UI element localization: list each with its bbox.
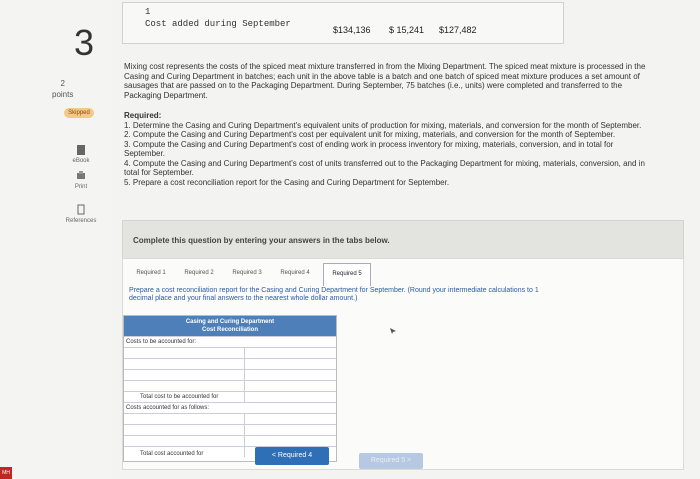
points-display (52, 78, 73, 100)
row-label: Costs to be accounted for: (126, 339, 197, 345)
tab-required-2[interactable]: Required 2 (184, 270, 214, 276)
cursor-icon (389, 327, 397, 335)
points-value: 2 (60, 79, 65, 88)
cost-table (122, 2, 564, 44)
tab-instruction: Prepare a cost reconciliation report for the Casing and Curing Department for September. (Round your intermediate calculations to 1 decimal place and your final answers to the nearest whole dollar amount.) (129, 287, 539, 302)
table-row (124, 413, 336, 424)
print-button[interactable] (64, 170, 98, 190)
row-label: Total cost accounted for (140, 451, 204, 457)
references-label: References (65, 218, 97, 224)
tab-required-4[interactable]: Required 4 (280, 270, 310, 276)
required-heading: Required: (124, 111, 162, 120)
required-item: 3. Compute the Casing and Curing Department's cost of ending work in process inventory for mixing, materials, conversion, and in total for September. (124, 139, 614, 158)
table-row (124, 336, 336, 347)
references-icon (76, 204, 86, 216)
print-label: Print (74, 184, 88, 190)
table-row (124, 424, 336, 435)
next-tab-button[interactable]: Required 5 > (359, 453, 423, 469)
reconciliation-table (123, 315, 337, 462)
table-row-label: Cost added during September (145, 19, 291, 29)
amount-input[interactable] (244, 436, 335, 446)
ebook-button[interactable] (64, 144, 98, 164)
table-cell-materials: $ 15,241 (389, 25, 425, 35)
problem-narrative: Mixing cost represents the costs of the spiced meat mixture transferred in from the Mixing Department. The spiced meat mixture is processed in the Casing and Curing Department in batches; each unit in the above table is a batch and one batch of spiced meat mixture produces a set amount of sausages that are passed on to the Packaging Department. During September, 75 batches (i.e., units) were completed and transferred to the Packaging Department. (124, 62, 646, 100)
amount-input[interactable] (244, 348, 335, 358)
amount-input[interactable] (244, 359, 335, 369)
table-row (124, 358, 336, 369)
brand-logo: MH (0, 467, 12, 479)
report-header (124, 316, 336, 336)
report-title-dept: Casing and Curing Department (185, 319, 275, 325)
table-row (124, 435, 336, 446)
required-section (124, 111, 652, 187)
table-step: 1 (145, 7, 151, 17)
tab-required-1[interactable]: Required 1 (136, 270, 166, 276)
table-row (124, 369, 336, 380)
tab-required-5[interactable]: Required 5 (323, 263, 371, 286)
amount-input[interactable] (244, 392, 335, 402)
table-row (124, 380, 336, 391)
amount-input[interactable] (244, 381, 335, 391)
points-label: points (52, 90, 74, 99)
required-item: 5. Prepare a cost reconciliation report for the Casing and Curing Department for September. (124, 177, 450, 187)
question-number: 3 (74, 22, 95, 63)
required-item: 4. Compute the Casing and Curing Department's cost of units transferred out to the Packaging Department for mixing, materials, conversion, and in total for September. (124, 158, 645, 177)
references-button[interactable] (64, 204, 98, 224)
row-label: Total cost to be accounted for (140, 394, 219, 400)
report-title-reconciliation: Cost Reconciliation (201, 327, 258, 333)
table-cell-conversion: $127,482 (439, 25, 477, 35)
book-icon (76, 144, 86, 156)
table-row (124, 391, 336, 402)
table-row (124, 347, 336, 358)
row-label: Costs accounted for as follows: (126, 405, 210, 411)
amount-input[interactable] (244, 370, 335, 380)
answer-card (122, 258, 684, 470)
amount-input[interactable] (244, 425, 335, 435)
ebook-label: eBook (72, 158, 90, 164)
table-row (124, 402, 336, 413)
required-item: 2. Compute the Casing and Curing Department's cost per equivalent unit for mixing, materials, and conversion for the month of September. (124, 130, 616, 139)
banner-text: Complete this question by entering your answers in the tabs below. (133, 236, 390, 245)
required-item: 1. Determine the Casing and Curing Department's equivalent units of production for mixing, materials, and conversion for the month of September. (124, 120, 642, 130)
status-badge: Skipped (64, 108, 94, 118)
print-icon (76, 170, 86, 182)
question-sidebar (0, 0, 113, 479)
tab-required-3[interactable]: Required 3 (232, 270, 262, 276)
table-cell-mixing: $134,136 (333, 25, 371, 35)
instructions-banner (122, 220, 684, 260)
prev-tab-button[interactable]: < Required 4 (255, 447, 329, 465)
question-main (112, 0, 700, 479)
amount-input[interactable] (244, 414, 335, 424)
